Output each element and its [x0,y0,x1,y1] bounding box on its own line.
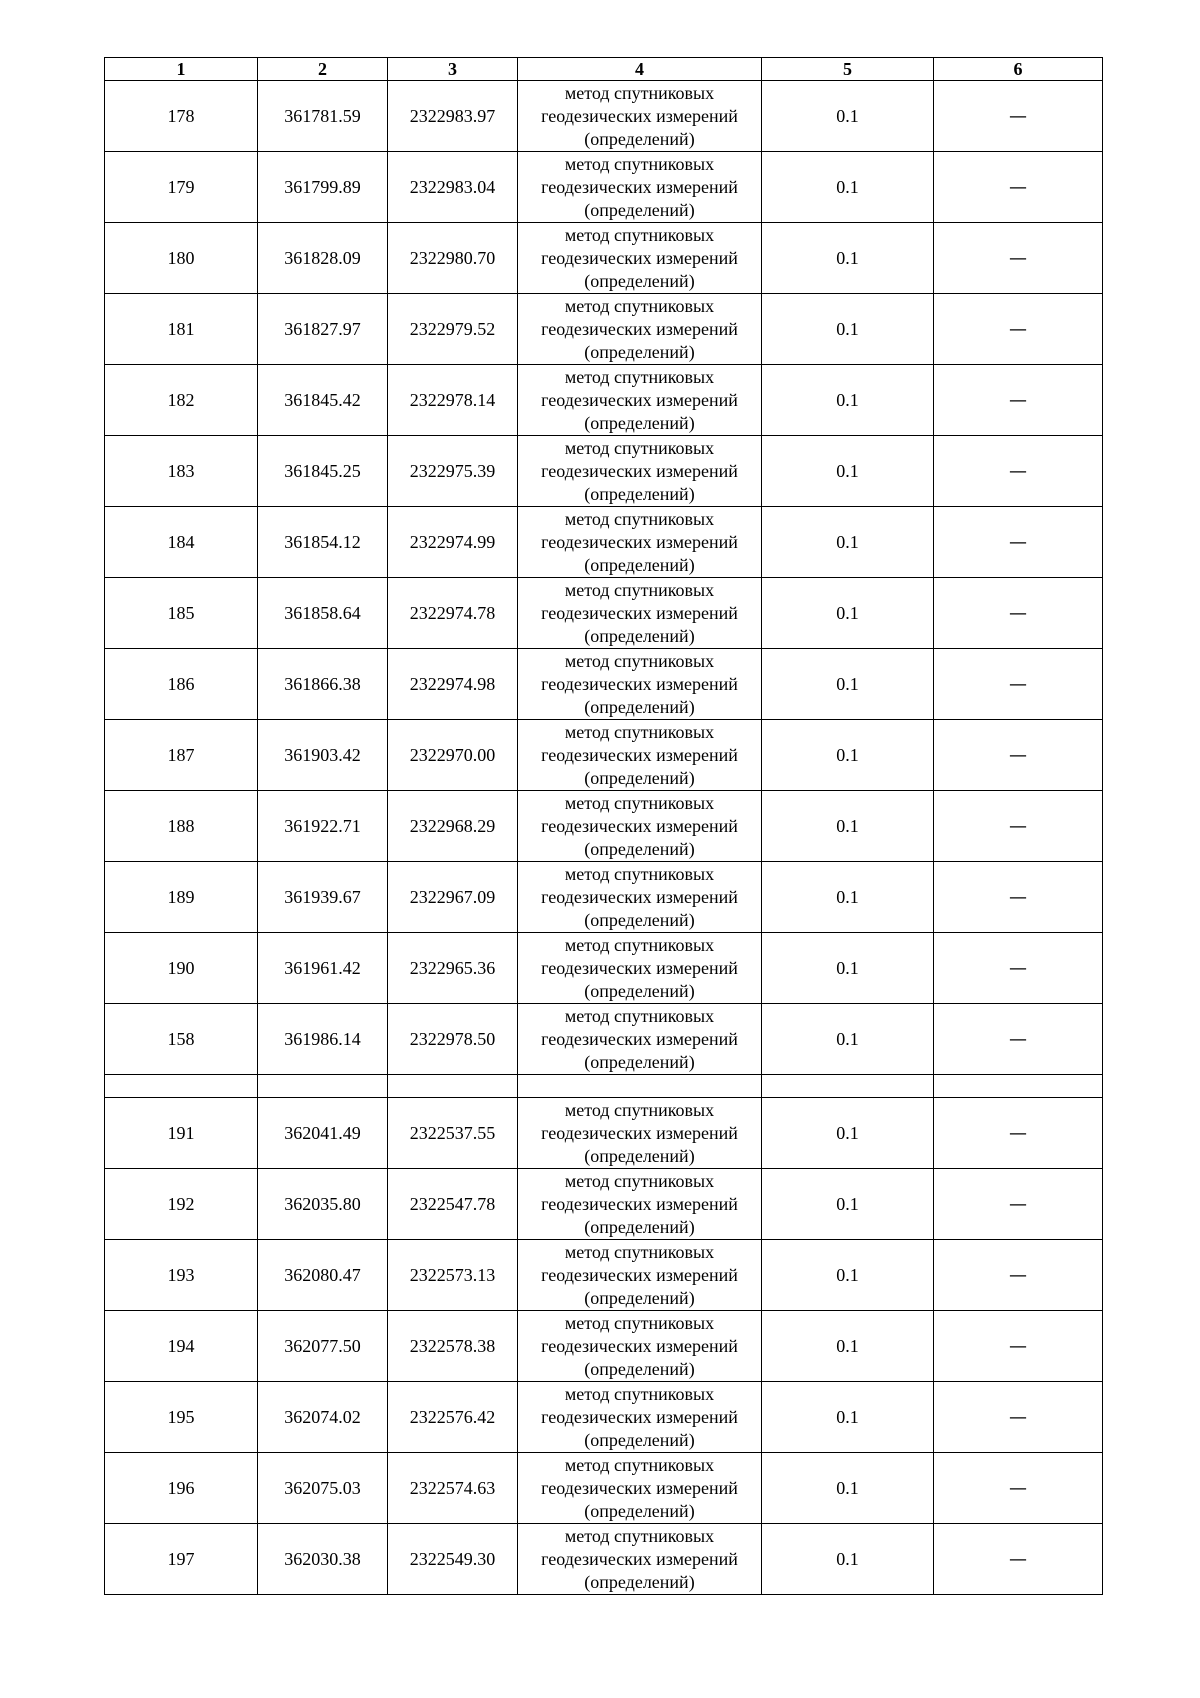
y-coordinate-cell: 2322978.14 [388,365,518,436]
x-coordinate-cell: 361845.25 [258,436,388,507]
method-line: (определений) [584,1358,695,1379]
method-cell [518,1004,762,1075]
y-coordinate-cell: 2322983.97 [388,81,518,152]
y-coordinate-cell: 2322573.13 [388,1240,518,1311]
method-line: (определений) [584,1287,695,1308]
note-cell: — [934,1240,1103,1311]
method-line: геодезических измерений [541,744,738,765]
method-cell [518,1098,762,1169]
note-cell: — [934,294,1103,365]
note-cell: — [934,1169,1103,1240]
y-coordinate-cell: 2322970.00 [388,720,518,791]
method-line: геодезических измерений [541,602,738,623]
method-line: геодезических измерений [541,389,738,410]
accuracy-cell: 0.1 [762,1240,934,1311]
table-row [105,649,1103,720]
method-line: геодезических измерений [541,1335,738,1356]
method-cell [518,223,762,294]
y-coordinate-cell: 2322576.42 [388,1382,518,1453]
table-row [105,1169,1103,1240]
accuracy-cell: 0.1 [762,1311,934,1382]
method-line: (определений) [584,838,695,859]
method-line: (определений) [584,909,695,930]
accuracy-cell: 0.1 [762,1004,934,1075]
method-line: геодезических измерений [541,1406,738,1427]
point-number-cell: 183 [105,436,258,507]
method-line: метод спутниковых [564,650,715,671]
point-number-cell: 190 [105,933,258,1004]
point-number-cell: 181 [105,294,258,365]
method-line: геодезических измерений [541,1477,738,1498]
coordinates-table-container [104,57,1102,1595]
method-line: (определений) [584,199,695,220]
method-line: (определений) [584,980,695,1001]
point-number-cell: 182 [105,365,258,436]
header-row [105,58,1103,81]
method-line: (определений) [584,483,695,504]
table-row [105,1004,1103,1075]
note-cell: — [934,152,1103,223]
method-cell [518,507,762,578]
y-coordinate-cell: 2322979.52 [388,294,518,365]
x-coordinate-cell: 361827.97 [258,294,388,365]
table-row [105,1382,1103,1453]
x-coordinate-cell: 361866.38 [258,649,388,720]
accuracy-cell: 0.1 [762,223,934,294]
header-col-1: 1 [105,58,258,81]
method-line: (определений) [584,412,695,433]
x-coordinate-cell: 361799.89 [258,152,388,223]
table-row [105,436,1103,507]
method-cell [518,294,762,365]
y-coordinate-cell: 2322974.99 [388,507,518,578]
method-line: (определений) [584,1145,695,1166]
point-number-cell: 188 [105,791,258,862]
table-row [105,1240,1103,1311]
table-row [105,507,1103,578]
note-cell: — [934,720,1103,791]
method-line: (определений) [584,1051,695,1072]
method-cell [518,1169,762,1240]
y-coordinate-cell: 2322549.30 [388,1524,518,1595]
note-cell: — [934,81,1103,152]
method-cell [518,1382,762,1453]
method-line: (определений) [584,625,695,646]
y-coordinate-cell: 2322974.98 [388,649,518,720]
empty-cell [934,1075,1103,1098]
accuracy-cell: 0.1 [762,81,934,152]
method-line: (определений) [584,1429,695,1450]
method-line: геодезических измерений [541,247,738,268]
table-row [105,1524,1103,1595]
method-cell [518,1311,762,1382]
point-number-cell: 186 [105,649,258,720]
note-cell: — [934,1382,1103,1453]
point-number-cell: 179 [105,152,258,223]
note-cell: — [934,791,1103,862]
point-number-cell: 189 [105,862,258,933]
method-cell [518,1524,762,1595]
empty-cell [762,1075,934,1098]
method-line: (определений) [584,270,695,291]
table-row [105,81,1103,152]
table-row [105,152,1103,223]
table-row [105,365,1103,436]
empty-cell [258,1075,388,1098]
point-number-cell: 185 [105,578,258,649]
y-coordinate-cell: 2322983.04 [388,152,518,223]
method-line: метод спутниковых [564,366,715,387]
method-line: геодезических измерений [541,1028,738,1049]
method-line: метод спутниковых [564,437,715,458]
method-line: геодезических измерений [541,1548,738,1569]
method-cell [518,720,762,791]
y-coordinate-cell: 2322574.63 [388,1453,518,1524]
accuracy-cell: 0.1 [762,1382,934,1453]
y-coordinate-cell: 2322980.70 [388,223,518,294]
table-row [105,1453,1103,1524]
x-coordinate-cell: 362035.80 [258,1169,388,1240]
x-coordinate-cell: 361781.59 [258,81,388,152]
note-cell: — [934,649,1103,720]
method-line: метод спутниковых [564,1241,715,1262]
note-cell: — [934,436,1103,507]
method-line: (определений) [584,341,695,362]
point-number-cell: 195 [105,1382,258,1453]
method-line: метод спутниковых [564,508,715,529]
x-coordinate-cell: 362074.02 [258,1382,388,1453]
point-number-cell: 178 [105,81,258,152]
point-number-cell: 191 [105,1098,258,1169]
x-coordinate-cell: 362077.50 [258,1311,388,1382]
method-line: геодезических измерений [541,176,738,197]
method-line: метод спутниковых [564,1454,715,1475]
method-cell [518,933,762,1004]
method-cell [518,791,762,862]
note-cell: — [934,933,1103,1004]
x-coordinate-cell: 361828.09 [258,223,388,294]
x-coordinate-cell: 361961.42 [258,933,388,1004]
table-row [105,791,1103,862]
method-line: метод спутниковых [564,82,715,103]
method-cell [518,152,762,223]
table-row [105,294,1103,365]
method-cell [518,649,762,720]
point-number-cell: 187 [105,720,258,791]
point-number-cell: 180 [105,223,258,294]
point-number-cell: 158 [105,1004,258,1075]
method-line: метод спутниковых [564,224,715,245]
empty-cell [105,1075,258,1098]
method-line: метод спутниковых [564,863,715,884]
table-row [105,578,1103,649]
x-coordinate-cell: 361858.64 [258,578,388,649]
point-number-cell: 196 [105,1453,258,1524]
y-coordinate-cell: 2322965.36 [388,933,518,1004]
method-line: метод спутниковых [564,1383,715,1404]
accuracy-cell: 0.1 [762,933,934,1004]
point-number-cell: 192 [105,1169,258,1240]
header-col-3: 3 [388,58,518,81]
point-number-cell: 197 [105,1524,258,1595]
x-coordinate-cell: 362075.03 [258,1453,388,1524]
table-row [105,862,1103,933]
accuracy-cell: 0.1 [762,365,934,436]
note-cell: — [934,1311,1103,1382]
x-coordinate-cell: 362030.38 [258,1524,388,1595]
method-line: геодезических измерений [541,318,738,339]
x-coordinate-cell: 361845.42 [258,365,388,436]
coordinates-table [104,57,1103,1595]
separator-row [105,1075,1103,1098]
method-line: геодезических измерений [541,105,738,126]
method-line: метод спутниковых [564,153,715,174]
method-line: метод спутниковых [564,1525,715,1546]
y-coordinate-cell: 2322537.55 [388,1098,518,1169]
accuracy-cell: 0.1 [762,791,934,862]
method-line: метод спутниковых [564,1005,715,1026]
note-cell: — [934,223,1103,294]
x-coordinate-cell: 361903.42 [258,720,388,791]
note-cell: — [934,507,1103,578]
method-cell [518,365,762,436]
method-cell [518,1453,762,1524]
accuracy-cell: 0.1 [762,862,934,933]
method-line: геодезических измерений [541,1264,738,1285]
accuracy-cell: 0.1 [762,294,934,365]
method-line: метод спутниковых [564,792,715,813]
y-coordinate-cell: 2322978.50 [388,1004,518,1075]
method-line: (определений) [584,1216,695,1237]
method-line: геодезических измерений [541,1193,738,1214]
method-line: метод спутниковых [564,721,715,742]
point-number-cell: 194 [105,1311,258,1382]
method-line: (определений) [584,554,695,575]
accuracy-cell: 0.1 [762,1098,934,1169]
table-row [105,1311,1103,1382]
x-coordinate-cell: 361986.14 [258,1004,388,1075]
method-line: (определений) [584,128,695,149]
header-col-4: 4 [518,58,762,81]
method-line: геодезических измерений [541,673,738,694]
accuracy-cell: 0.1 [762,507,934,578]
method-cell [518,1240,762,1311]
method-line: геодезических измерений [541,886,738,907]
note-cell: — [934,1098,1103,1169]
method-line: метод спутниковых [564,1170,715,1191]
accuracy-cell: 0.1 [762,1169,934,1240]
method-line: метод спутниковых [564,1312,715,1333]
x-coordinate-cell: 362041.49 [258,1098,388,1169]
method-line: метод спутниковых [564,579,715,600]
method-line: метод спутниковых [564,295,715,316]
accuracy-cell: 0.1 [762,578,934,649]
note-cell: — [934,1004,1103,1075]
table-row [105,720,1103,791]
header-col-2: 2 [258,58,388,81]
note-cell: — [934,578,1103,649]
method-cell [518,578,762,649]
table-row [105,933,1103,1004]
accuracy-cell: 0.1 [762,720,934,791]
empty-cell [518,1075,762,1098]
accuracy-cell: 0.1 [762,1524,934,1595]
y-coordinate-cell: 2322547.78 [388,1169,518,1240]
point-number-cell: 193 [105,1240,258,1311]
accuracy-cell: 0.1 [762,649,934,720]
method-line: геодезических измерений [541,815,738,836]
table-row [105,1098,1103,1169]
method-line: (определений) [584,767,695,788]
note-cell: — [934,862,1103,933]
x-coordinate-cell: 361939.67 [258,862,388,933]
point-number-cell: 184 [105,507,258,578]
accuracy-cell: 0.1 [762,1453,934,1524]
y-coordinate-cell: 2322975.39 [388,436,518,507]
method-cell [518,81,762,152]
method-line: (определений) [584,1500,695,1521]
method-line: (определений) [584,1571,695,1592]
y-coordinate-cell: 2322578.38 [388,1311,518,1382]
method-cell [518,862,762,933]
y-coordinate-cell: 2322967.09 [388,862,518,933]
header-col-5: 5 [762,58,934,81]
method-line: метод спутниковых [564,1099,715,1120]
accuracy-cell: 0.1 [762,436,934,507]
x-coordinate-cell: 361854.12 [258,507,388,578]
x-coordinate-cell: 362080.47 [258,1240,388,1311]
y-coordinate-cell: 2322974.78 [388,578,518,649]
table-row [105,223,1103,294]
x-coordinate-cell: 361922.71 [258,791,388,862]
method-line: геодезических измерений [541,957,738,978]
method-line: геодезических измерений [541,531,738,552]
method-line: геодезических измерений [541,460,738,481]
empty-cell [388,1075,518,1098]
method-cell [518,436,762,507]
accuracy-cell: 0.1 [762,152,934,223]
note-cell: — [934,1524,1103,1595]
note-cell: — [934,365,1103,436]
header-col-6: 6 [934,58,1103,81]
y-coordinate-cell: 2322968.29 [388,791,518,862]
note-cell: — [934,1453,1103,1524]
method-line: метод спутниковых [564,934,715,955]
method-line: геодезических измерений [541,1122,738,1143]
method-line: (определений) [584,696,695,717]
